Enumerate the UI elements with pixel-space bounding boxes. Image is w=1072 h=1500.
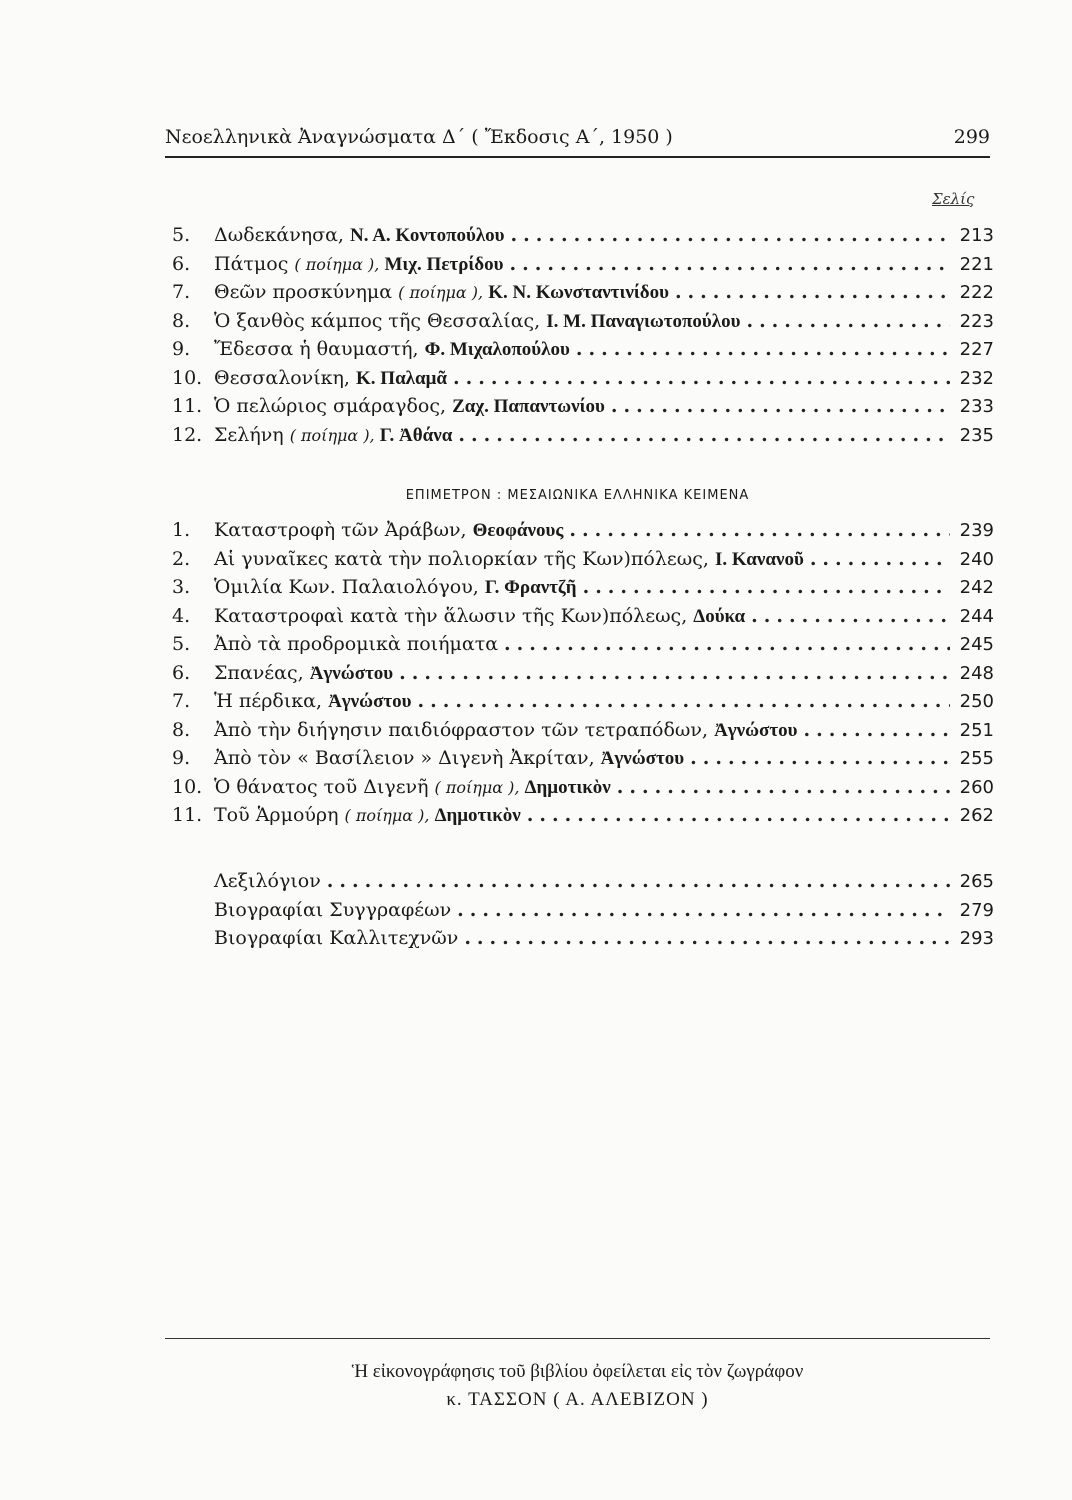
entry-page: 279 (959, 899, 994, 921)
entry-text (214, 576, 577, 599)
leader-dots (458, 424, 950, 446)
leader-dots (617, 776, 950, 798)
entry-page: 232 (959, 367, 994, 389)
entry-title: Θεῶν προσκύνημα (214, 281, 399, 303)
entry-page: 265 (959, 871, 994, 892)
leader-dots (804, 719, 950, 741)
entry-note: ( ποίημα ), (289, 425, 380, 445)
entry-title: Ὁ θάνατος τοῦ Διγενῆ (214, 775, 435, 798)
entry-text (214, 633, 498, 656)
toc-entry (172, 253, 994, 282)
credit-line-1: Ἡ εἰκονογράφησις τοῦ βιβλίου ὀφείλεται εἰς τὸν ζωγράφον (351, 1361, 804, 1382)
leader-dots (751, 605, 950, 627)
leader-dots (746, 310, 950, 332)
entry-text (214, 253, 503, 276)
toc-entry (172, 519, 994, 548)
entry-text (214, 776, 611, 799)
entry-number: 1. (172, 519, 191, 541)
entry-page: 239 (959, 520, 994, 541)
illustration-credit (165, 1358, 990, 1414)
leader-dots (509, 253, 950, 275)
entry-title: Ἀπὸ τὸν « Βασίλειον » Διγενὴ Ἀκρίταν, (214, 747, 601, 769)
leader-dots (327, 870, 950, 892)
entry-text (214, 424, 452, 447)
entry-text (214, 519, 563, 542)
entry-title: Καταστροφὴ τῶν Ἀράβων, (214, 519, 473, 541)
toc-entry (172, 719, 994, 748)
entry-title: Ἀπὸ τὰ προδρομικὰ ποιήματα (214, 633, 499, 655)
entry-title: Δωδεκάνησα, (214, 224, 351, 246)
entry-author: Ἀγνώστου (309, 662, 394, 684)
toc-section-1 (172, 224, 994, 452)
entry-number: 10. (172, 775, 203, 798)
toc-entry (172, 776, 994, 805)
entry-number: 11. (172, 395, 203, 417)
entry-text (214, 310, 740, 333)
toc-entry (172, 804, 994, 833)
leader-dots (576, 338, 950, 360)
entry-number: 2. (172, 547, 191, 570)
leader-dots (511, 224, 950, 246)
entry-author: Ν. Α. Κοντοπούλου (350, 225, 505, 246)
entry-author: Ι. Μ. Παναγιωτοπούλου (546, 310, 741, 332)
entry-page: 235 (959, 424, 994, 446)
entry-number: 5. (172, 633, 191, 655)
toc-entry (172, 395, 994, 424)
entry-text (214, 870, 321, 892)
entry-page: 221 (959, 253, 994, 275)
entry-title: Ἀπὸ τὴν διήγησιν παιδιόφραστον τῶν τετραπόδων, (214, 718, 715, 741)
header-rule (165, 156, 990, 158)
entry-text (214, 605, 745, 628)
leader-dots (399, 662, 950, 684)
entry-text (214, 662, 393, 685)
entry-text (214, 548, 804, 571)
entry-number: 11. (172, 804, 203, 826)
entry-note: ( ποίημα ), (434, 777, 525, 797)
toc-entry (172, 310, 994, 339)
entry-text (214, 367, 447, 390)
entry-number: 6. (172, 661, 191, 684)
entry-text (214, 804, 521, 827)
credit-line-2: κ. ΤΑΣΣΟΝ ( Α. ΑΛΕΒΙΖΟΝ ) (446, 1389, 709, 1410)
leader-dots (418, 690, 950, 712)
entry-author: Ἀγνώστου (714, 719, 798, 741)
toc-entry (172, 281, 994, 310)
entry-author: Γ. Φραντζῆ (484, 577, 577, 598)
header-page-number: 299 (953, 126, 990, 148)
entry-number: 9. (172, 747, 191, 769)
leader-dots (611, 395, 950, 417)
entry-page: 227 (959, 339, 994, 360)
entry-number: 4. (172, 604, 191, 627)
entry-title: Καταστροφαὶ κατὰ τὴν ἅλωσιν τῆς Κων)πόλεως, (214, 604, 694, 627)
entry-text (214, 338, 570, 361)
entry-text (214, 747, 684, 770)
entry-page: 223 (959, 310, 994, 332)
entry-note: ( ποίημα ), (344, 806, 435, 825)
page-column-label: Σελίς (932, 190, 975, 208)
toc-entry (172, 870, 994, 899)
entry-title: Ὁμιλία Κων. Παλαιολόγου, (214, 576, 485, 598)
footer-rule (165, 1338, 990, 1339)
entry-number: 3. (172, 576, 191, 598)
toc-entry (172, 367, 994, 396)
entry-title: Ὁ ξανθὸς κάμπος τῆς Θεσσαλίας, (214, 309, 547, 332)
entry-title: Βιογραφίαι Συγγραφέων (214, 898, 452, 921)
toc-entry (172, 747, 994, 776)
leader-dots (464, 927, 950, 949)
entry-number: 7. (172, 690, 191, 712)
leader-dots (690, 747, 950, 769)
entry-page: 250 (959, 691, 994, 712)
entry-author: Ἀγνώστου (328, 691, 412, 712)
entry-title: Σελήνη (214, 423, 290, 446)
entry-page: 222 (959, 282, 994, 303)
toc-entry (172, 576, 994, 605)
entry-author: Φ. Μιχαλοπούλου (424, 339, 570, 360)
entry-author: Δημοτικὸν (434, 805, 521, 826)
entry-title: Τοῦ Ἁρμούρη (214, 804, 345, 826)
entry-number: 8. (172, 718, 191, 741)
entry-note: ( ποίημα ), (398, 283, 489, 302)
entry-title: Αἱ γυναῖκες κατὰ τὴν πολιορκίαν τῆς Κων)πόλεως, (214, 547, 715, 570)
toc-entry (172, 224, 994, 253)
toc-entry (172, 424, 994, 453)
entry-page: 244 (959, 605, 994, 627)
leader-dots (810, 548, 950, 570)
entry-page: 245 (959, 634, 994, 655)
entry-text (214, 927, 458, 949)
entry-author: Δημοτικὸν (524, 776, 611, 798)
leader-dots (583, 576, 950, 598)
entry-number: 12. (172, 423, 203, 446)
entry-title: Ὁ πελώριος σμάραγδος, (214, 395, 453, 417)
section-heading: ΕΠΙΜΕΤΡΟΝ : ΜΕΣΑΙΩΝΙΚΑ ΕΛΛΗΝΙΚΑ ΚΕΙΜΕΝΑ (405, 488, 750, 503)
entry-page: 240 (959, 548, 994, 570)
header-title: Νεοελληνικὰ Ἀναγνώσματα Δ΄ ( Ἔκδοσις Α΄, 1950 ) (165, 126, 673, 148)
entry-number: 6. (172, 252, 191, 275)
entry-number: 5. (172, 224, 191, 246)
entry-page: 242 (959, 577, 994, 598)
entry-title: Ἡ πέρδικα, (214, 690, 329, 712)
entry-title: Βιογραφίαι Καλλιτεχνῶν (214, 927, 459, 949)
entry-number: 7. (172, 281, 191, 303)
entry-page: 260 (959, 776, 994, 798)
entry-page: 293 (959, 928, 994, 949)
entry-author: Μιχ. Πετρίδου (384, 253, 504, 275)
entry-author: Ι. Κανανοῦ (714, 548, 804, 570)
entry-text (214, 690, 412, 713)
entry-page: 233 (959, 396, 994, 417)
entry-author: Κ. Ν. Κωνσταντινίδου (488, 282, 669, 303)
leader-dots (675, 281, 950, 303)
toc-entry (172, 690, 994, 719)
leader-dots (569, 519, 950, 541)
entry-author: Δούκα (693, 605, 746, 627)
entry-title: Πάτμος (214, 252, 295, 275)
entry-text (214, 719, 798, 742)
entry-page: 248 (959, 662, 994, 684)
entry-number: 10. (172, 366, 203, 389)
entry-page: 255 (959, 748, 994, 769)
toc-entry (172, 605, 994, 634)
entry-text (214, 224, 505, 247)
entry-author: Ζαχ. Παπαντωνίου (452, 396, 605, 417)
leader-dots (457, 899, 950, 921)
toc-section-2 (172, 519, 994, 833)
entry-number: 8. (172, 309, 191, 332)
entry-author: Γ. Ἀθάνα (379, 424, 453, 446)
entry-page: 262 (959, 805, 994, 826)
entry-page: 251 (959, 719, 994, 741)
toc-entry (172, 927, 994, 956)
leader-dots (504, 633, 950, 655)
toc-entry (172, 662, 994, 691)
entry-author: Ἀγνώστου (600, 748, 685, 769)
entry-note: ( ποίημα ), (294, 254, 385, 274)
toc-entry (172, 338, 994, 367)
entry-title: Θεσσαλονίκη, (214, 366, 357, 389)
toc-section-3 (172, 870, 994, 956)
leader-dots (453, 367, 950, 389)
entry-page: 213 (959, 225, 994, 246)
entry-author: Θεοφάνους (472, 520, 564, 541)
entry-author: Κ. Παλαμᾶ (356, 367, 447, 389)
entry-title: Σπανέας, (214, 661, 310, 684)
leader-dots (527, 804, 950, 826)
entry-title: Ἔδεσσα ἡ θαυμαστή, (214, 338, 425, 360)
toc-entry (172, 633, 994, 662)
entry-title: Λεξιλόγιον (214, 870, 321, 892)
toc-entry (172, 548, 994, 577)
toc-entry (172, 899, 994, 928)
entry-text (214, 899, 451, 921)
running-header (165, 126, 990, 148)
entry-text (214, 395, 605, 418)
entry-text (214, 281, 669, 304)
entry-number: 9. (172, 338, 191, 360)
